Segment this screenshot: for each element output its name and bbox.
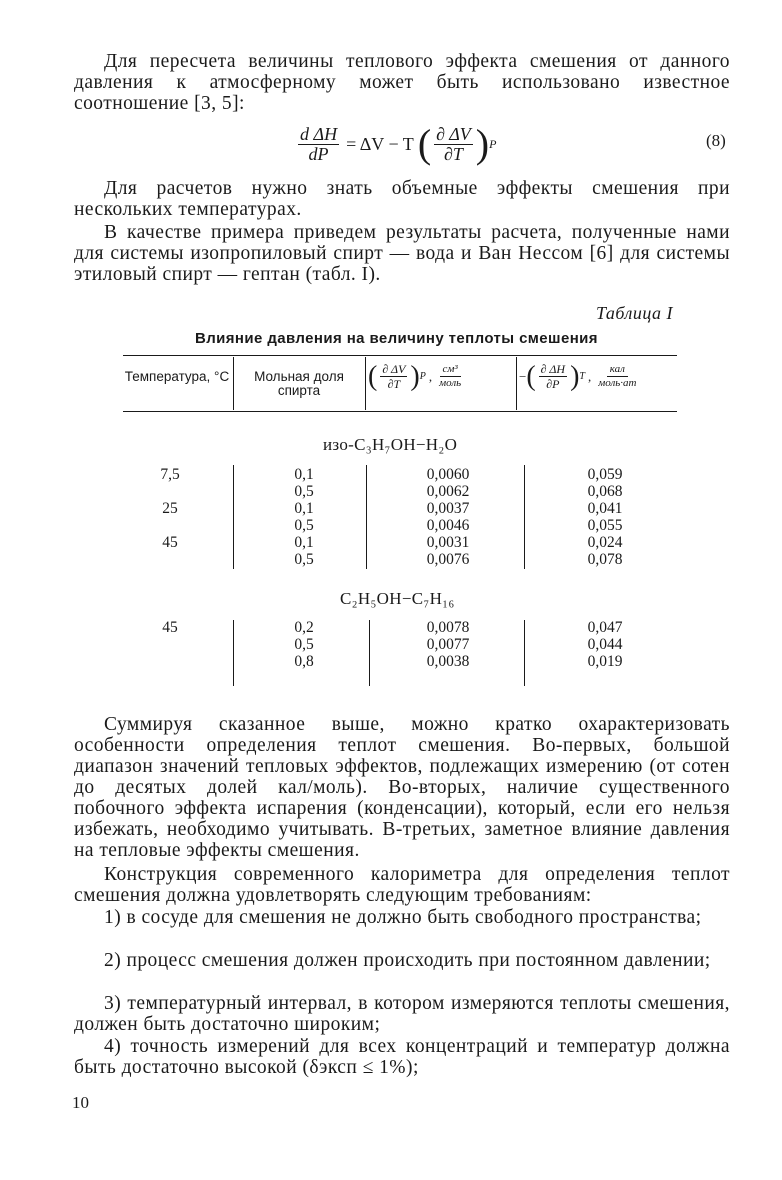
requirement-1: 1) в сосуде для смешения не должно быть свободного пространства; xyxy=(104,907,702,928)
group2-fraction-1: 0,2 xyxy=(294,619,314,636)
group1-dv-3: 0,0037 xyxy=(426,500,470,517)
group2-title: C₂H₅OH−C₇H₁₆ xyxy=(340,589,455,608)
header-dv-sub: P xyxy=(419,371,426,382)
group1-dh-3: 0,041 xyxy=(587,500,623,517)
table-top-rule xyxy=(123,355,677,356)
header-divider-1 xyxy=(233,357,234,410)
header-dv xyxy=(368,362,464,391)
header-dh-sub: T xyxy=(579,371,585,382)
lhs-numerator: d ΔH xyxy=(300,123,338,144)
group1-dv-2: 0,0062 xyxy=(426,483,470,500)
header-dh-den: ∂P xyxy=(546,377,560,391)
table-title: Влияние давления на величину теплоты смешения xyxy=(195,330,598,347)
group1-temp-3: 45 xyxy=(162,534,178,551)
paragraph-5: Конструкция современного калориметра для определения теплот смешения должна удовлетворять следующим требованиям: xyxy=(74,864,730,906)
header-dh-fraction xyxy=(539,362,567,391)
requirement-2: 2) процесс смешения должен происходить при постоянном давлении; xyxy=(104,950,711,971)
rhs-fraction xyxy=(434,125,473,164)
header-dv-den: ∂T xyxy=(387,377,401,391)
equation-subscript: P xyxy=(489,136,497,151)
comma: , xyxy=(587,368,592,384)
group2-divider-3 xyxy=(524,620,525,686)
group1-dh-5: 0,024 xyxy=(587,534,623,551)
group2-dv-2: 0,0077 xyxy=(426,636,470,653)
dh-unit-num: кал xyxy=(607,363,628,377)
group1-fraction-3: 0,1 xyxy=(294,500,314,517)
group1-dv-6: 0,0076 xyxy=(426,551,470,568)
close-paren: ) xyxy=(410,360,420,392)
group1-fraction-1: 0,1 xyxy=(294,466,314,483)
equation-number: (8) xyxy=(706,131,726,150)
table-header-rule xyxy=(123,411,677,412)
equation-8 xyxy=(295,122,496,166)
dv-unit-num: см³ xyxy=(440,363,461,377)
group2-dh-3: 0,019 xyxy=(587,653,623,670)
comma: , xyxy=(428,368,433,384)
group1-fraction-2: 0,5 xyxy=(294,483,314,500)
header-dv-unit xyxy=(436,363,464,390)
lhs-denominator: dP xyxy=(308,143,329,164)
close-paren: ) xyxy=(570,360,580,392)
group2-divider-1 xyxy=(233,620,234,686)
group1-dv-1: 0,0060 xyxy=(426,466,470,483)
paragraph-2: Для расчетов нужно знать объемные эффекты смешения при нескольких температурах. xyxy=(74,178,730,220)
page-number: 10 xyxy=(72,1093,89,1112)
group2-dh-2: 0,044 xyxy=(587,636,623,653)
group1-dh-1: 0,059 xyxy=(587,466,623,483)
header-dh-num: ∂ ΔH xyxy=(540,362,566,376)
group1-divider-2 xyxy=(366,465,367,569)
group2-dv-3: 0,0038 xyxy=(426,653,470,670)
group1-title: изо-C₃H₇OH−H₂O xyxy=(323,435,458,454)
open-paren: ( xyxy=(368,360,378,392)
group2-dv-1: 0,0078 xyxy=(426,619,470,636)
group1-fraction-4: 0,5 xyxy=(294,517,314,534)
group1-divider-1 xyxy=(233,465,234,569)
group1-temp-2: 25 xyxy=(162,500,178,517)
group1-temp-1: 7,5 xyxy=(160,466,180,483)
header-dv-num: ∂ ΔV xyxy=(382,362,406,376)
group1-fraction-6: 0,5 xyxy=(294,551,314,568)
header-divider-2 xyxy=(365,357,366,410)
header-fraction: Мольная доля спирта xyxy=(254,369,344,398)
intro-paragraph: Для пересчета величины теплового эффекта смешения от данного давления к атмосферному может быть использовано известное соотношение [3, 5]: xyxy=(74,51,730,114)
open-paren: ( xyxy=(417,121,432,166)
header-dh-minus: − xyxy=(519,368,527,384)
dh-unit-den: моль·ат xyxy=(598,377,637,389)
group1-dh-4: 0,055 xyxy=(587,517,623,534)
group1-fraction-5: 0,1 xyxy=(294,534,314,551)
group1-dh-6: 0,078 xyxy=(587,551,623,568)
group1-divider-3 xyxy=(524,465,525,569)
close-paren: ) xyxy=(475,121,490,166)
group2-fraction-2: 0,5 xyxy=(294,636,314,653)
group1-dh-2: 0,068 xyxy=(587,483,623,500)
rhs-denominator: ∂T xyxy=(444,143,463,164)
group1-dv-5: 0,0031 xyxy=(426,534,470,551)
group2-temp-1: 45 xyxy=(162,619,178,636)
requirement-3: 3) температурный интервал, в котором измеряются теплоты смешения, должен быть достаточно широким; xyxy=(74,993,730,1035)
group2-fraction-3: 0,8 xyxy=(294,653,314,670)
equation-middle: = ΔV − T xyxy=(346,133,414,154)
group1-dv-4: 0,0046 xyxy=(426,517,470,534)
requirement-4: 4) точность измерений для всех концентраций и температур должна быть достаточно высокой (δэксп ≤ 1%); xyxy=(74,1036,730,1078)
dv-unit-den: моль xyxy=(439,377,462,389)
header-dv-fraction xyxy=(380,362,407,391)
paragraph-3: В качестве примера приведем результаты расчета, полученные нами для системы изопропиловый спирт — вода и Ван Нессом [6] для системы этиловый спирт — гептан (табл. I). xyxy=(74,222,730,285)
header-dh-unit xyxy=(595,363,639,390)
group2-dh-1: 0,047 xyxy=(587,619,623,636)
table-caption: Таблица I xyxy=(596,303,674,323)
header-divider-3 xyxy=(516,357,517,410)
rhs-numerator: ∂ ΔV xyxy=(436,123,471,144)
header-dh xyxy=(519,362,639,391)
group2-divider-2 xyxy=(369,620,370,686)
lhs-fraction xyxy=(298,125,339,164)
header-temperature: Температура, °С xyxy=(124,369,230,384)
open-paren: ( xyxy=(526,360,536,392)
paragraph-4: Суммируя сказанное выше, можно кратко охарактеризовать особенности определения теплот смешения. Во-первых, большой диапазон значений тепловых эффектов, подлежащих измерению (от сотен до десятых долей кал/моль). Во-вторых, наличие существенного побочного эффекта испарения (конденсации), который, если его нельзя избежать, необходимо учитывать. В-третьих, заметное влияние давления на тепловые эффекты смешения. xyxy=(74,714,730,861)
